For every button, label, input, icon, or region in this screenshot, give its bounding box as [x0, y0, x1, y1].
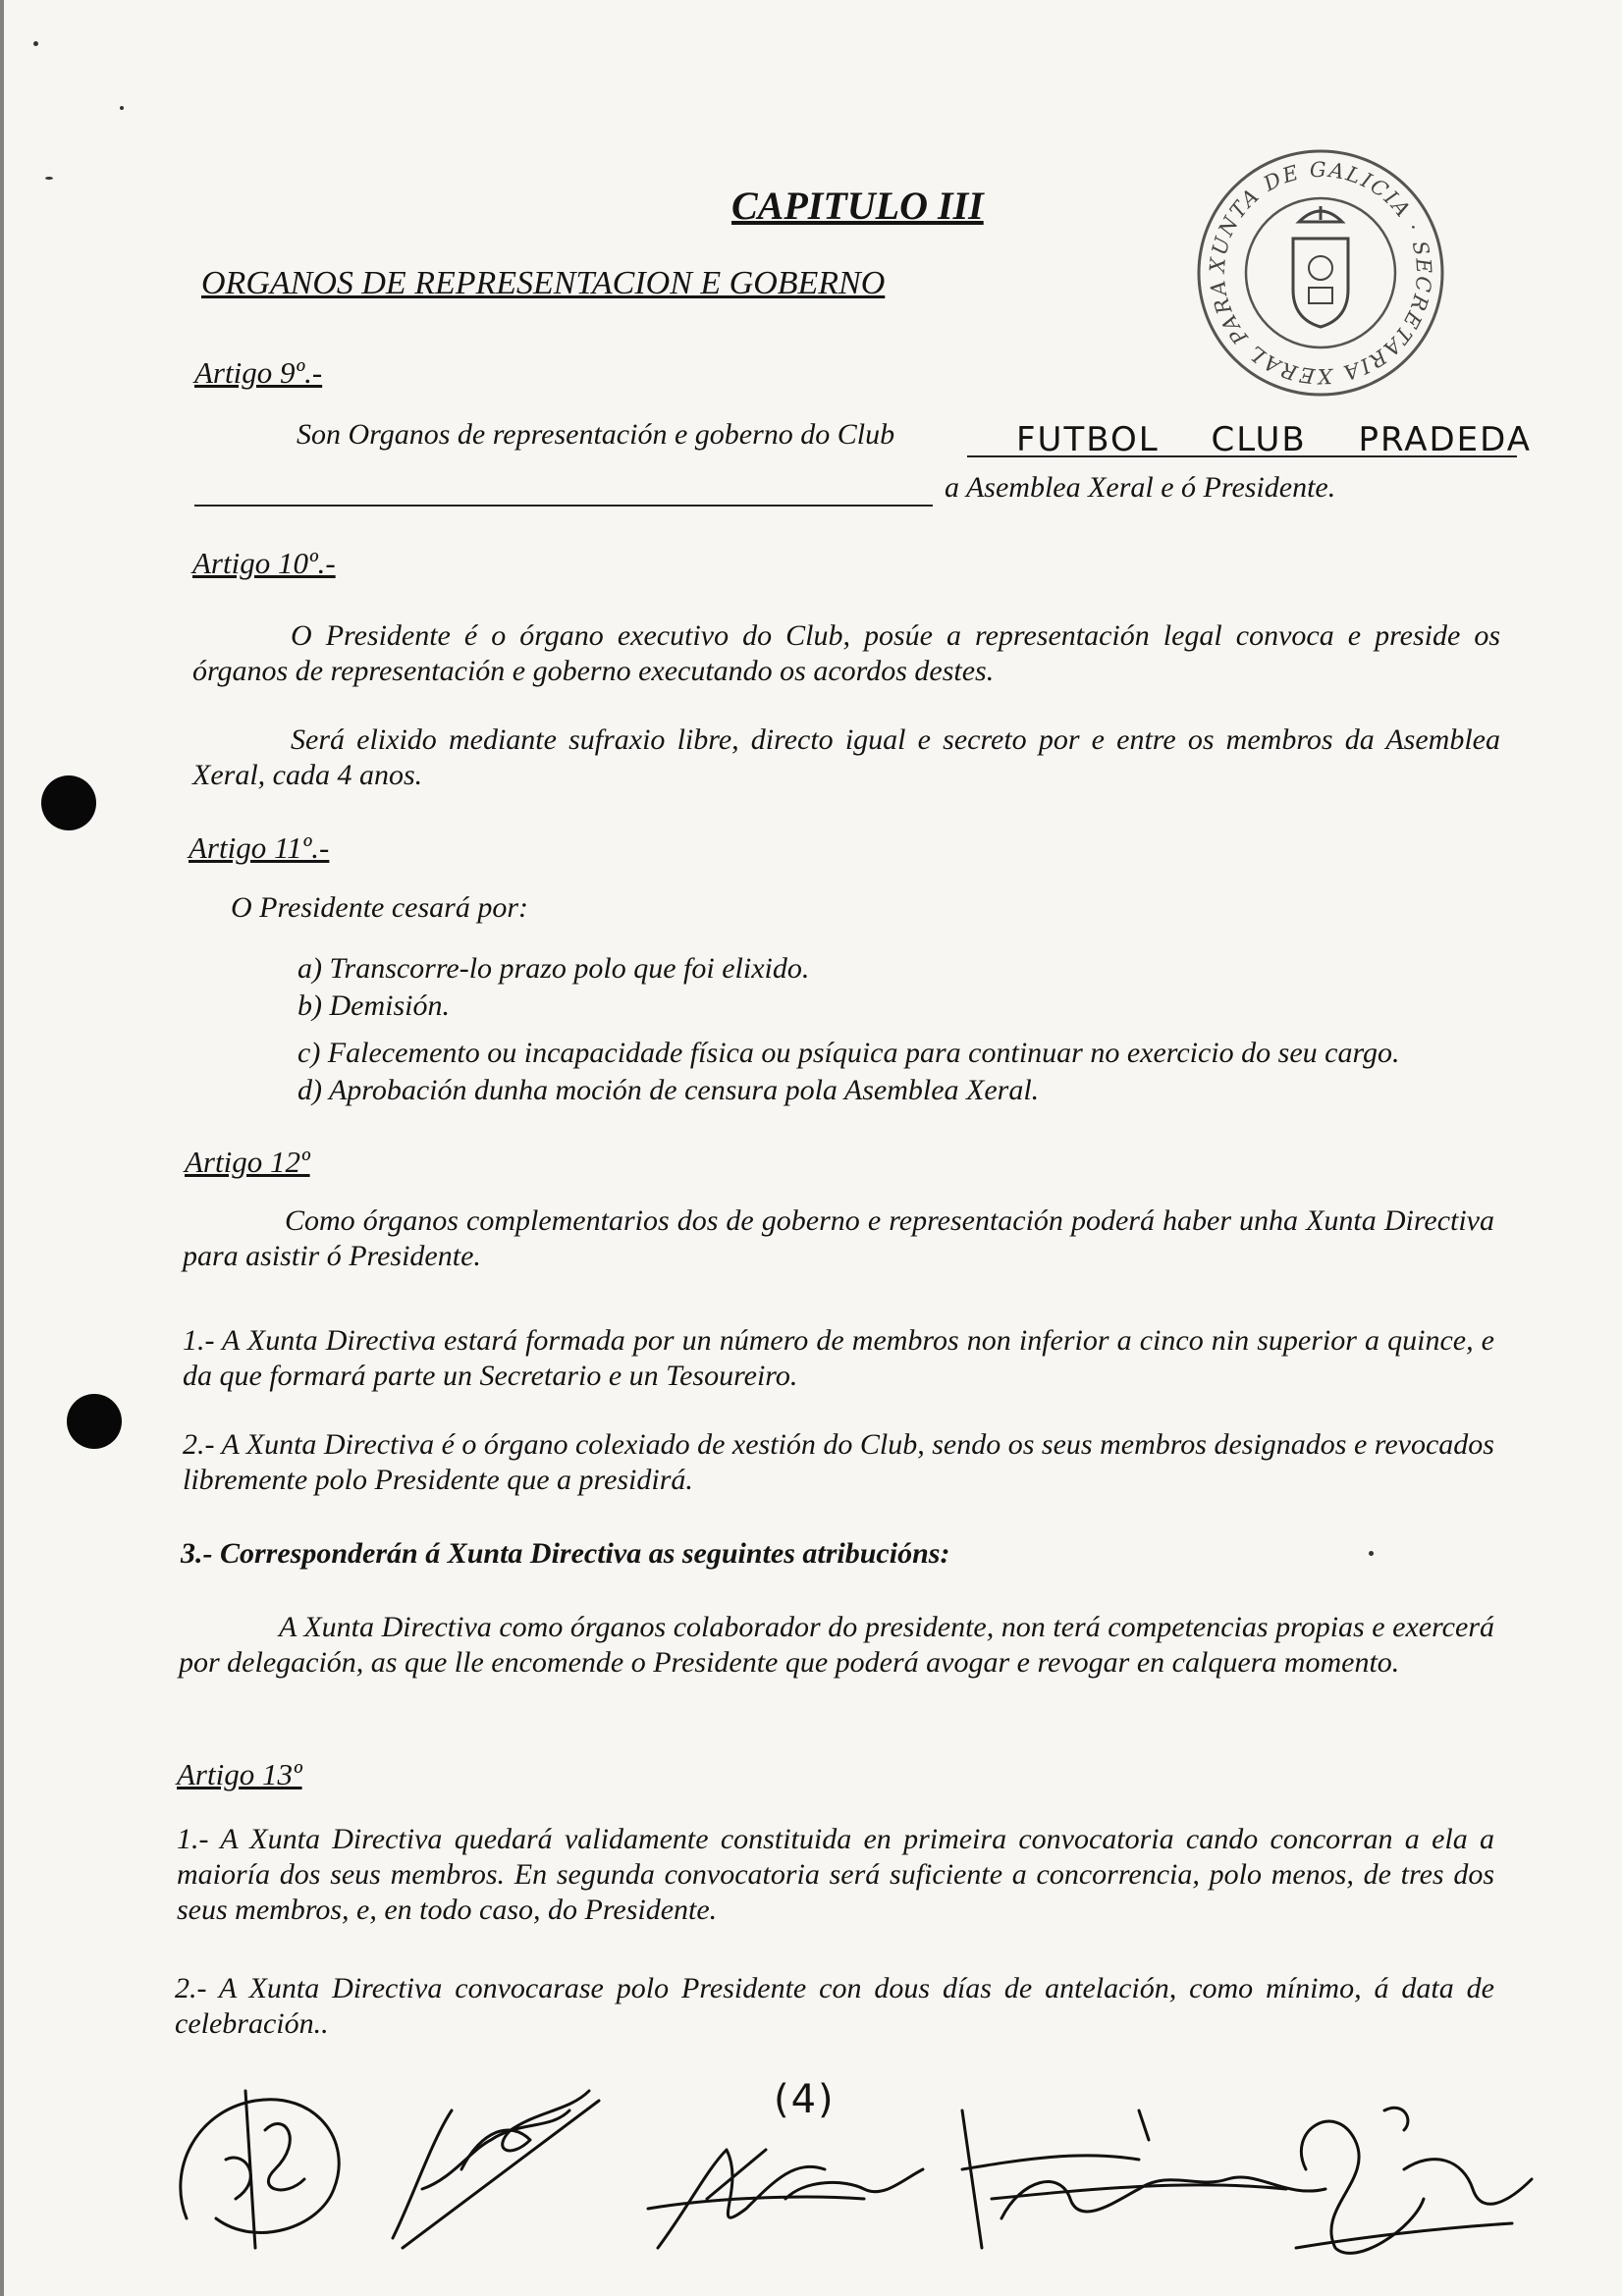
art9-heading: Artigo 9º.-	[194, 355, 323, 390]
signature-5	[1296, 2108, 1532, 2253]
scan-speck	[120, 106, 124, 110]
art12-paragraph-2: 1.- A Xunta Directiva estará formada por un número de membros non inferior a cinco nin superior a quince, e da que formará parte un Secretario e un Tesoureiro.	[183, 1324, 1494, 1392]
art11-intro: O Presidente cesará por:	[231, 891, 528, 924]
art11-item: b) Demisión.	[297, 989, 450, 1022]
art11-item: d) Aprobación dunha moción de censura pola Asemblea Xeral.	[297, 1074, 1040, 1106]
page-number-mark: (4)	[774, 2077, 836, 2122]
art12-paragraph-1: Como órganos complementarios dos de goberno e representación poderá haber unha Xunta Directiva para asistir ó Presidente.	[183, 1204, 1494, 1272]
chapter-subtitle: ORGANOS DE REPRESENTACION E GOBERNO	[201, 265, 886, 301]
signature-3	[648, 2150, 923, 2248]
art9-end: a Asemblea Xeral e ó Presidente.	[945, 471, 1336, 504]
art10-heading: Artigo 10º.-	[192, 546, 336, 580]
art13-paragraph-2: 2.- A Xunta Directiva convocarase polo Presidente con dous días de antelación, como mínimo, á data de celebración..	[175, 1972, 1494, 2040]
art12-paragraph-5: A Xunta Directiva como órganos colaborador do presidente, non terá competencias propias e exercerá por delegación, as que lle encomende o Presidente que poderá avogar e revogar en calquera momento.	[179, 1611, 1494, 1679]
art12-paragraph-3: 2.- A Xunta Directiva é o órgano colexiado de xestión do Club, sendo os seus membros designados e revocados libremente polo Presidente que a presidirá.	[183, 1428, 1494, 1496]
stamp-text: XUNTA DE GALICIA · SECRETARIA XERAL PARA	[1205, 157, 1436, 389]
art11-item: a) Transcorre-lo prazo polo que foi elixido.	[297, 952, 810, 985]
signatures-area	[157, 2052, 1571, 2277]
scan-speck	[33, 41, 38, 46]
signature-2	[393, 2091, 599, 2248]
punch-hole	[41, 775, 96, 830]
official-stamp	[1193, 145, 1448, 400]
art13-heading: Artigo 13º	[177, 1757, 302, 1791]
fill-line	[194, 505, 933, 507]
art11-item: c) Falecemento ou incapacidade física ou psíquica para continuar no exercicio do seu cargo.	[297, 1037, 1400, 1069]
art10-paragraph-1: O Presidente é o órgano executivo do Club, posúe a representación legal convoca e preside os órganos de representación e goberno executando os acordos destes.	[192, 619, 1500, 687]
art11-heading: Artigo 11º.-	[189, 830, 330, 865]
art9-text: Son Organos de representación e goberno do Club	[297, 418, 895, 451]
signature-4	[962, 2110, 1325, 2248]
scan-speck	[1369, 1551, 1374, 1556]
chapter-title: CAPITULO III	[731, 184, 984, 228]
page-edge	[0, 0, 4, 2296]
art12-heading: Artigo 12º	[185, 1145, 310, 1179]
scan-speck	[45, 177, 53, 180]
art12-paragraph-4: 3.- Corresponderán á Xunta Directiva as seguintes atribucións:	[181, 1537, 950, 1570]
club-name-handwritten: FUTBOL CLUB PRADEDA	[1016, 420, 1532, 459]
art13-paragraph-1: 1.- A Xunta Directiva quedará validamente constituida en primeira convocatoria cando concorran a ela a maioría dos seus membros. En segunda convocatoria será suficiente a concorrencia, polo menos, de tres dos seus membros, e, en todo caso, do Presidente.	[177, 1823, 1494, 1926]
art10-paragraph-2: Será elixido mediante sufraxio libre, directo igual e secreto por e entre os membros da Asemblea Xeral, cada 4 anos.	[192, 723, 1500, 791]
punch-hole	[67, 1394, 122, 1449]
signature-1	[181, 2091, 339, 2248]
